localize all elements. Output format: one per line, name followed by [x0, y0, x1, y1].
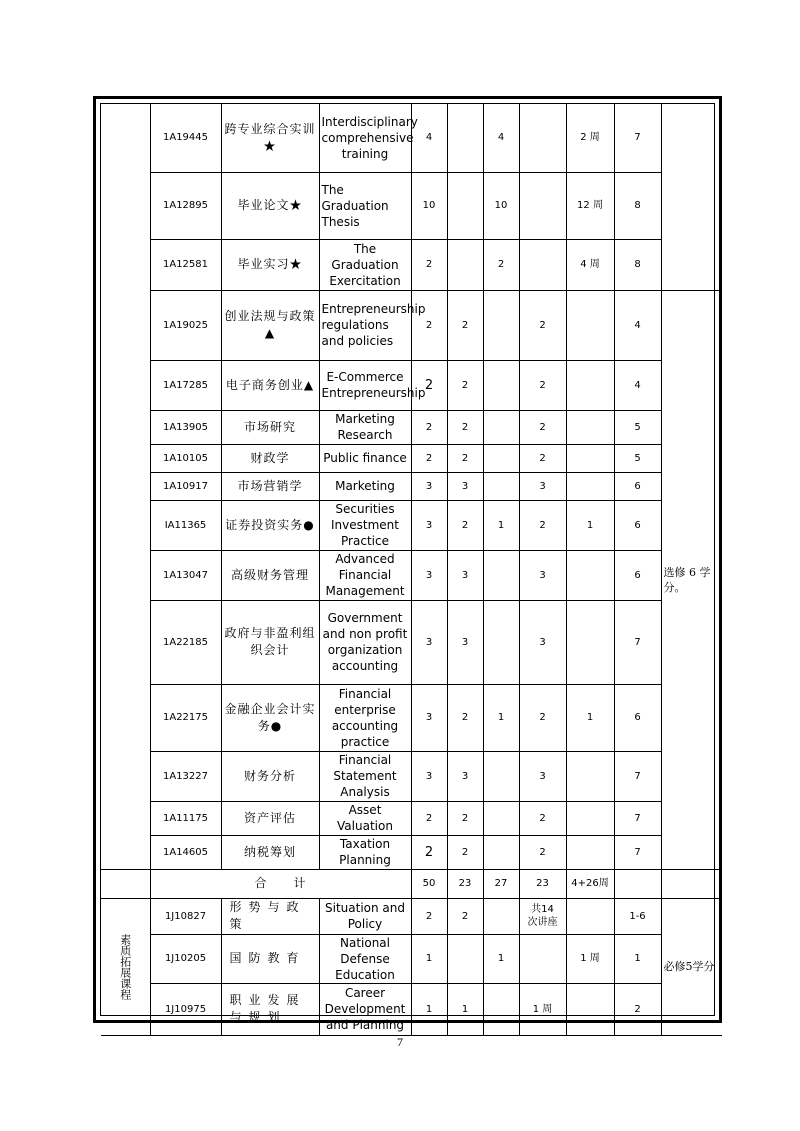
course-code: 1A13905	[150, 410, 221, 444]
credits-total: 3	[411, 684, 447, 751]
course-code: 1J10827	[150, 898, 221, 934]
credits-theory	[447, 104, 483, 172]
credits-theory: 2	[447, 801, 483, 835]
table-row	[101, 360, 722, 410]
course-code: 1A13047	[150, 550, 221, 600]
course-code: 1A19025	[150, 290, 221, 360]
course-code: 1A11175	[150, 801, 221, 835]
hours-practice	[566, 444, 614, 472]
total-hours-practice: 4+26周	[566, 869, 614, 898]
hours-theory	[519, 239, 566, 290]
hours-theory: 3	[519, 751, 566, 801]
course-name-cn: 政府与非盈利组织会计	[221, 600, 319, 684]
total-practice: 27	[483, 869, 519, 898]
semester: 1	[614, 934, 661, 983]
credits-theory: 2	[447, 444, 483, 472]
credits-practice: 1	[483, 500, 519, 550]
course-code: 1J10975	[150, 983, 221, 1035]
hours-practice	[566, 290, 614, 360]
semester: 7	[614, 835, 661, 869]
credits-total: 10	[411, 172, 447, 239]
credits-total: 3	[411, 751, 447, 801]
hours-theory: 2	[519, 801, 566, 835]
course-name-cn: 财政学	[221, 444, 319, 472]
credits-theory: 2	[447, 290, 483, 360]
total-theory: 23	[447, 869, 483, 898]
course-name-en: National Defense Education	[319, 934, 411, 983]
course-name-en: Marketing	[319, 472, 411, 500]
credits-theory: 2	[447, 684, 483, 751]
hours-practice	[566, 410, 614, 444]
course-name-en: E-Commerce Entrepreneurship	[319, 360, 411, 410]
course-code: 1A10105	[150, 444, 221, 472]
credits-total: 3	[411, 600, 447, 684]
hours-theory: 2	[519, 290, 566, 360]
table-row	[101, 444, 722, 472]
credits-theory: 3	[447, 751, 483, 801]
course-code: IA11365	[150, 500, 221, 550]
credits-practice: 2	[483, 239, 519, 290]
hours-practice	[566, 898, 614, 934]
course-name-cn: 跨专业综合实训★	[221, 104, 319, 172]
hours-practice	[566, 600, 614, 684]
credits-total: 2	[411, 290, 447, 360]
semester: 6	[614, 550, 661, 600]
total-row	[101, 869, 722, 898]
course-name-en: Situation and Policy	[319, 898, 411, 934]
hours-practice	[566, 801, 614, 835]
credits-practice	[483, 360, 519, 410]
category-cell	[101, 898, 150, 1035]
course-code: 1A22175	[150, 684, 221, 751]
hours-practice	[566, 550, 614, 600]
credits-theory: 3	[447, 600, 483, 684]
course-name-cn: 金融企业会计实务●	[221, 684, 319, 751]
course-name-en: The Graduation Exercitation	[319, 239, 411, 290]
hours-practice	[566, 360, 614, 410]
course-name-cn: 资产评估	[221, 801, 319, 835]
course-name-cn: 财务分析	[221, 751, 319, 801]
semester: 7	[614, 801, 661, 835]
course-name-en: Public finance	[319, 444, 411, 472]
table-row	[101, 983, 722, 1035]
credits-theory: 2	[447, 500, 483, 550]
credits-theory	[447, 239, 483, 290]
course-name-cn: 毕业实习★	[221, 239, 319, 290]
credits-practice	[483, 751, 519, 801]
course-name-cn: 市场营销学	[221, 472, 319, 500]
table-row	[101, 410, 722, 444]
hours-theory	[519, 934, 566, 983]
table-row	[101, 801, 722, 835]
credits-practice: 1	[483, 934, 519, 983]
page-number: 7	[397, 1035, 403, 1049]
credits-total: 3	[411, 500, 447, 550]
semester: 6	[614, 472, 661, 500]
table-row	[101, 500, 722, 550]
credits-total: 2	[411, 444, 447, 472]
table-row	[101, 472, 722, 500]
course-name-en: Advanced Financial Management	[319, 550, 411, 600]
course-name-cn: 形势与政策	[221, 898, 319, 934]
course-name-en: Taxation Planning	[319, 835, 411, 869]
course-name-en: Entrepreneurship regulations and policies	[319, 290, 411, 360]
credits-practice: 10	[483, 172, 519, 239]
course-name-en: The Graduation Thesis	[319, 172, 411, 239]
course-name-cn: 创业法规与政策▲	[221, 290, 319, 360]
course-name-en: Marketing Research	[319, 410, 411, 444]
course-table	[101, 104, 722, 1036]
course-code: 1A14605	[150, 835, 221, 869]
hours-practice	[566, 751, 614, 801]
course-name-cn: 市场研究	[221, 410, 319, 444]
semester: 2	[614, 983, 661, 1035]
hours-practice: 1 周	[566, 934, 614, 983]
credits-total: 2	[411, 898, 447, 934]
semester: 8	[614, 172, 661, 239]
semester: 6	[614, 684, 661, 751]
hours-practice: 1	[566, 684, 614, 751]
credits-practice: 1	[483, 684, 519, 751]
course-name-cn: 职业发展与规划	[221, 983, 319, 1035]
hours-theory: 3	[519, 600, 566, 684]
semester: 7	[614, 600, 661, 684]
category-label: 素质拓展课程	[118, 933, 132, 1000]
hours-theory: 2	[519, 360, 566, 410]
semester: 7	[614, 104, 661, 172]
table-row	[101, 104, 722, 172]
course-name-en: Career Development and Planning	[319, 983, 411, 1035]
course-name-cn: 国防教育	[221, 934, 319, 983]
table-row	[101, 550, 722, 600]
hours-practice: 4 周	[566, 239, 614, 290]
course-code: 1A10917	[150, 472, 221, 500]
credits-total: 3	[411, 550, 447, 600]
credits-practice	[483, 472, 519, 500]
credits-theory: 2	[447, 835, 483, 869]
remark-cell-empty	[661, 104, 722, 290]
table-row	[101, 898, 722, 934]
hours-practice	[566, 472, 614, 500]
course-code: 1A12581	[150, 239, 221, 290]
credits-practice	[483, 550, 519, 600]
hours-practice	[566, 983, 614, 1035]
table-row	[101, 934, 722, 983]
course-name-cn: 纳税筹划	[221, 835, 319, 869]
course-name-en: Interdisciplinary comprehensive training	[319, 104, 411, 172]
course-name-en: Securities Investment Practice	[319, 500, 411, 550]
hours-theory: 2	[519, 444, 566, 472]
total-blank	[101, 869, 150, 898]
credits-theory: 1	[447, 983, 483, 1035]
credits-theory: 2	[447, 898, 483, 934]
semester: 5	[614, 410, 661, 444]
hours-theory: 2	[519, 835, 566, 869]
course-table-inner	[100, 103, 715, 1032]
credits-practice	[483, 983, 519, 1035]
course-name-cn: 证券投资实务●	[221, 500, 319, 550]
credits-total: 2	[411, 360, 447, 410]
course-name-en: Government and non profit organization accounting	[319, 600, 411, 684]
total-hours-theory: 23	[519, 869, 566, 898]
course-code: 1A22185	[150, 600, 221, 684]
hours-theory: 1 周	[519, 983, 566, 1035]
course-code: 1A12895	[150, 172, 221, 239]
hours-theory: 2	[519, 410, 566, 444]
semester: 6	[614, 500, 661, 550]
credits-theory: 3	[447, 472, 483, 500]
hours-theory: 2	[519, 684, 566, 751]
course-name-en: Financial Statement Analysis	[319, 751, 411, 801]
total-semester	[614, 869, 661, 898]
credits-total: 2	[411, 410, 447, 444]
semester: 4	[614, 290, 661, 360]
credits-total: 2	[411, 801, 447, 835]
course-name-cn: 高级财务管理	[221, 550, 319, 600]
category-cell-empty	[101, 104, 150, 869]
table-row	[101, 835, 722, 869]
credits-practice	[483, 410, 519, 444]
credits-theory: 2	[447, 410, 483, 444]
total-label: 合 计	[150, 869, 411, 898]
elective-note: 选修 6 学分。	[661, 290, 722, 869]
credits-total: 4	[411, 104, 447, 172]
credits-practice	[483, 290, 519, 360]
credits-total: 1	[411, 983, 447, 1035]
semester: 1-6	[614, 898, 661, 934]
credits-theory: 3	[447, 550, 483, 600]
total-remark	[661, 869, 722, 898]
credits-practice: 4	[483, 104, 519, 172]
total-credits: 50	[411, 869, 447, 898]
semester: 5	[614, 444, 661, 472]
credits-theory: 2	[447, 360, 483, 410]
semester: 8	[614, 239, 661, 290]
hours-theory: 2	[519, 500, 566, 550]
course-code: 1J10205	[150, 934, 221, 983]
hours-practice: 1	[566, 500, 614, 550]
hours-practice: 2 周	[566, 104, 614, 172]
table-row	[101, 239, 722, 290]
credits-practice	[483, 898, 519, 934]
course-name-en: Financial enterprise accounting practice	[319, 684, 411, 751]
hours-theory: 共14次讲座	[519, 898, 566, 934]
course-code: 1A19445	[150, 104, 221, 172]
course-table-frame	[93, 96, 722, 1032]
credits-practice	[483, 600, 519, 684]
table-row	[101, 290, 722, 360]
hours-theory: 3	[519, 472, 566, 500]
course-name-cn: 电子商务创业▲	[221, 360, 319, 410]
table-row	[101, 600, 722, 684]
credits-theory	[447, 172, 483, 239]
course-code: 1A17285	[150, 360, 221, 410]
credits-practice	[483, 444, 519, 472]
credits-total: 2	[411, 835, 447, 869]
course-code: 1A13227	[150, 751, 221, 801]
credits-total: 3	[411, 472, 447, 500]
hours-practice: 12 周	[566, 172, 614, 239]
credits-theory	[447, 934, 483, 983]
credits-total: 2	[411, 239, 447, 290]
semester: 7	[614, 751, 661, 801]
table-row	[101, 751, 722, 801]
semester: 4	[614, 360, 661, 410]
credits-practice	[483, 835, 519, 869]
hours-theory: 3	[519, 550, 566, 600]
hours-theory	[519, 104, 566, 172]
hours-theory	[519, 172, 566, 239]
table-row	[101, 172, 722, 239]
course-name-en: Asset Valuation	[319, 801, 411, 835]
credits-practice	[483, 801, 519, 835]
required-note: 必修5学分	[661, 898, 722, 1035]
hours-practice	[566, 835, 614, 869]
table-row	[101, 684, 722, 751]
course-name-cn: 毕业论文★	[221, 172, 319, 239]
credits-total: 1	[411, 934, 447, 983]
